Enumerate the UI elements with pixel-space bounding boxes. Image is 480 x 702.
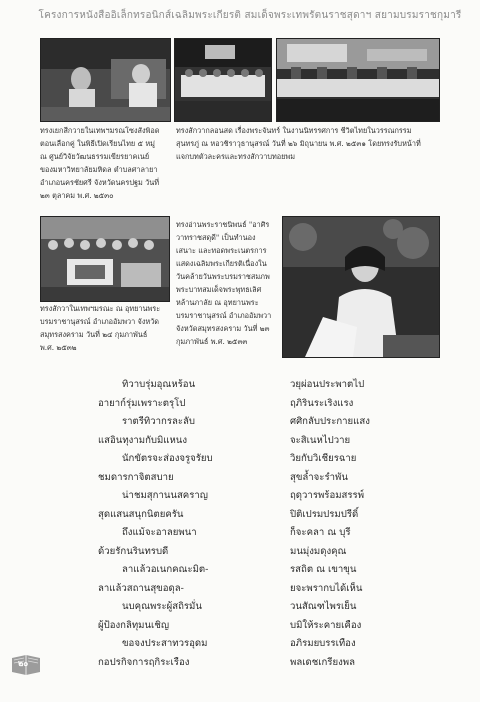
poem-verse: ชมดารกาจิตสบาย [98,471,174,483]
poem-verse: ถึงแม้จะอาลยพนา [122,527,197,538]
caption-line: วันคล้ายวันพระบรมราชสมภพ [176,272,270,281]
poem-verse: แสอินทุงามกับมิแหนง [98,434,188,446]
caption-line: อำเภอนครชัยศรี จังหวัดนครปฐม วันที่ [40,178,160,187]
photo-ceremony-stage [40,38,171,122]
poem-right-column [290,376,440,672]
poem-verse: พลเดชเกรียงพล [290,656,355,668]
page-number: ๒๐ [18,658,29,668]
poem-verse: อภิรมยบรรเทือง [290,638,356,649]
caption-photo-5 [176,218,276,348]
poem-verse: ฤภิรินระเริงแรง [290,397,354,409]
photo-reading-portrait [282,216,440,358]
caption-line: สุนทรภู่ ณ หอวชิราวุธานุสรณ์ วันที่ ๒๖ มิถุนายน พ.ศ. ๒๕๓๑ โดยทรงรับหน้าที่ [176,139,421,148]
poem-verse: ก็จะคลา ณ บุรี [290,527,351,538]
caption-line: พระบาทสมเด็จพระพุทธเลิศ [176,285,262,294]
photo-stage-panel [276,38,440,122]
poem-verse: ยจะพรากบได้เห็น [290,582,363,594]
photo-outdoor-ceremony [40,216,170,302]
caption-line: บรมราชานุสรณ์ อำเภออัมพวา [176,311,272,320]
poem-verse: ด้วยรักนรินทรบดี [98,545,169,557]
caption-line: กุมภาพันธ์ พ.ศ. ๒๕๓๓ [176,337,248,346]
poem-verse: อายาก์รุ่มเพราะตรุโป [98,397,186,409]
poem-verse: น่าชมสุกานนสคราญ [122,490,208,501]
caption-line: หล้านภาลัย ณ อุทยานพระ [176,298,259,307]
poem-verse: ราตรีทิวากรละลับ [122,416,195,427]
caption-photo-1 [40,124,172,202]
caption-line: จังหวัดสมุทรสงคราม วันที่ ๒๓ [176,324,270,333]
poem-verse: ทิวาบรุ่มอุณหร้อน [122,379,196,390]
poem-verse: นักขัตรจะส่องจรูจรัยบ [122,453,213,464]
caption-photo-4 [40,302,174,354]
poem-verse: สุขล้ำจะรำพัน [290,471,348,483]
poem-verse: มนมุ่งมดุงคุณ [290,545,347,557]
caption-line: แจกบทตัวละครและทรงสักวาบทอยพม [176,152,296,161]
caption-line: ของมหาวิทยาลัยมหิดล ตำบลศาลายา [40,165,158,174]
caption-line: ทรงสักวาในเทพฯมรณะ ณ อุทยานพระ [40,304,161,313]
caption-line: วาทราชสดุดี" เป็นทำนอง [176,233,256,242]
caption-line: เสนาะ และทอดพระเนตรการ [176,246,267,255]
poem-verse: ลาแล้วสถานสุขอดุล- [98,582,184,594]
poem-verse: ศศิกลับประกายแสง [290,416,370,427]
poem-verse: สุดแสนสนุกนิตยครัน [98,508,184,520]
photo-poetry-event-hall [174,38,272,122]
caption-line: แสดงเฉลิมพระเกียรติเนื่องใน [176,259,267,268]
poem-left-column [98,376,268,672]
poem-verse: ขอจงประสาทวรอุดม [122,638,208,649]
page-header: โครงการหนังสืออิเล็กทรอนิกส์เฉลิมพระเกียรติ สมเด็จพระเทพรัตนราชสุดาฯ สยามบรมราชกุมารี [38,10,462,21]
caption-line: ทรงสักวากลอนสด เรื่องพระจันทร์ ในงานนิทรรศการ ชีวิตไทยในวรรณกรรม [176,126,412,135]
poem-verse: รสถิต ณ เขาขุน [290,564,357,575]
caption-line: ๒๓ ตุลาคม พ.ศ. ๒๕๓๐ [40,191,114,200]
poem-verse: ฤดุวารพร้อมสรรพ์ [290,490,365,501]
caption-line: สมุทรสงคราม วันที่ ๒๔ กุมภาพันธ์ [40,330,148,339]
poem-verse: ปิติเปรมปรมปรีดิ์ [290,508,359,520]
caption-line: บรมราชานุสรณ์ อำเภออัมพวา จังหวัด [40,317,160,326]
caption-photo-2 [176,124,438,163]
caption-line: ทรงอ่านพระราชนิพนธ์ "อาศิร [176,220,270,229]
poem-verse: จะสิเนหไปวาย [290,434,351,446]
poem-verse: กอปรกิจการฤกิระเรือง [98,656,190,668]
caption-line: พ.ศ. ๒๕๓๒ [40,343,77,352]
poem-verse: ผู้ป้องกลิทุมนเชิญ [98,619,170,631]
poem-verse: บมิให้ระคายเคือง [290,619,362,631]
poem-verse: ลาแล้วอเนกคณะมิต- [122,564,209,575]
poem-verse: วนสัณฑไพรเย็น [290,601,357,612]
caption-line: ทรงเยกสีกวายในเทพฯมรณโซงสังพิอด [40,126,160,135]
caption-line: ตอนเลือกคู่ ในพิธีเปิดเรียนไทย ๕ หมู่ [40,139,155,148]
poem-verse: นบคุณพระผู้สถิรมั่น [122,601,202,612]
poem-verse: วยุผ่อนประพาตไป [290,379,365,390]
poem-verse: วิยกับวิเชียรฉาย [290,453,357,464]
caption-line: ณ ศูนย์วิจัยวัฒนธรรมเขียรยาคเนย์ [40,152,150,161]
